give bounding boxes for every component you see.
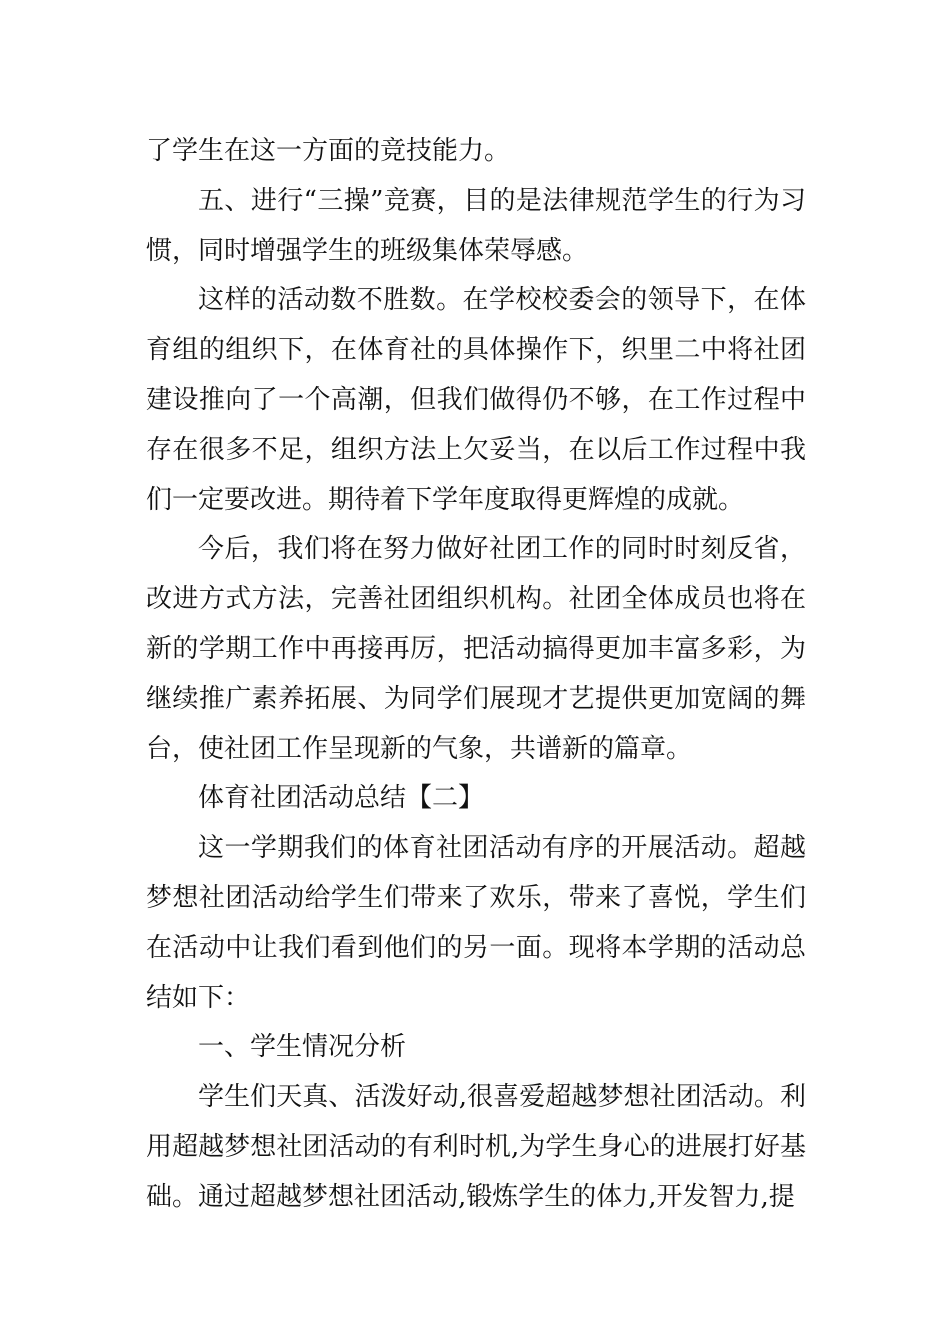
paragraph-4: 今后，我们将在努力做好社团工作的同时时刻反省，改进方式方法，完善社团组织机构。社团全体成员也将在新的学期工作中再接再厉，把活动搞得更加丰富多彩，为继续推广素养拓展、为同学们展现才艺提供更加宽阔的舞台，使社团工作呈现新的气象，共谱新的篇章。 <box>146 534 806 764</box>
paragraph-3: 这样的活动数不胜数。在学校校委会的领导下，在体育组的组织下，在体育社的具体操作下，织里二中将社团建设推向了一个高潮，但我们做得仍不够，在工作过程中存在很多不足，组织方法上欠妥当，在以后工作过程中我们一定要改进。期待着下学年度取得更辉煌的成就。 <box>146 285 806 515</box>
paragraph-2: 五、进行“三操”竞赛，目的是法律规范学生的行为习惯，同时增强学生的班级集体荣辱感。 <box>146 185 806 266</box>
paragraph-5: 这一学期我们的体育社团活动有序的开展活动。超越梦想社团活动给学生们带来了欢乐，带来了喜悦，学生们在活动中让我们看到他们的另一面。现将本学期的活动总结如下： <box>146 833 806 1013</box>
subsection-heading: 一、学生情况分析 <box>198 1032 407 1063</box>
paragraph-6: 学生们天真、活泼好动,很喜爱超越梦想社团活动。利用超越梦想社团活动的有利时机,为学生身心的进展打好基础。通过超越梦想社团活动,锻炼学生的体力,开发智力,提 <box>146 1082 806 1212</box>
section-heading: 体育社团活动总结【二】 <box>198 783 485 814</box>
document-body <box>146 127 806 1223</box>
paragraph-1: 了学生在这一方面的竞技能力。 <box>146 136 511 166</box>
